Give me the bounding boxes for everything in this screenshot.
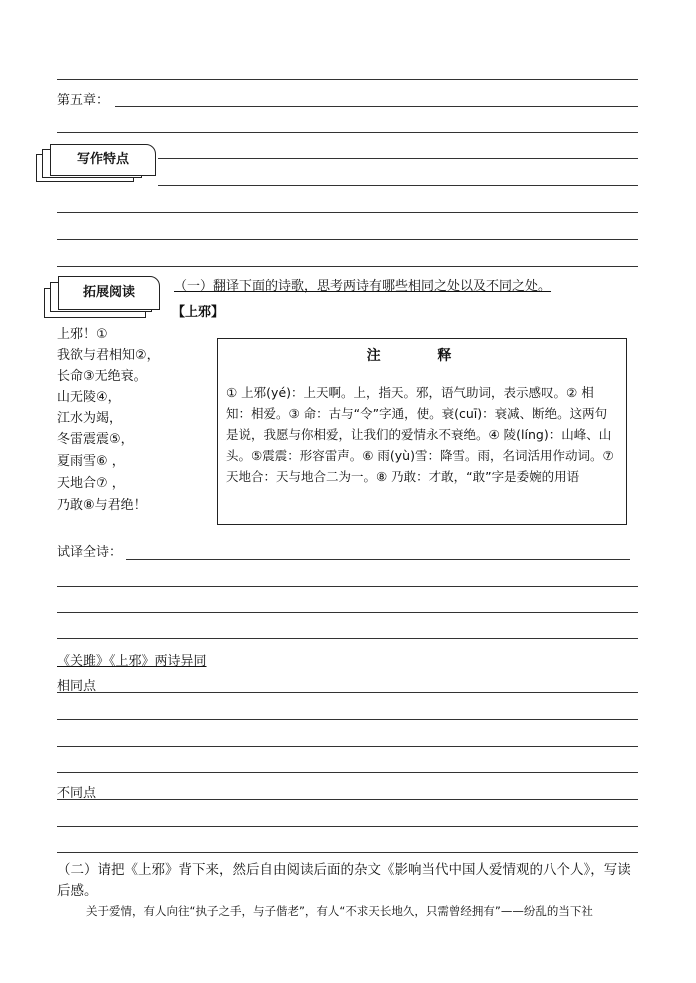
answer-line	[57, 746, 638, 747]
diff-label: 不同点	[57, 786, 97, 801]
answer-line	[57, 826, 638, 827]
extended-reading-badge	[44, 276, 164, 320]
translate-label: 试译全诗：	[57, 545, 123, 560]
compare-title: 《关雎》《上邪》两诗异同	[57, 654, 207, 669]
chapter5-label: 第五章：	[57, 93, 110, 108]
answer-line	[57, 266, 638, 267]
poem-line: 长命③无绝衰。	[57, 369, 147, 384]
poem-line: 夏雨雪⑥ ，	[57, 454, 125, 469]
badge-front	[58, 276, 160, 310]
answer-line	[57, 79, 638, 80]
poem-line: 我欲与君相知②，	[57, 348, 160, 363]
writing-features-badge	[36, 144, 156, 184]
poem-line: 山无陵④，	[57, 390, 121, 405]
answer-line	[126, 559, 630, 560]
badge-front	[50, 144, 156, 176]
poem-line: 冬雷震震⑤，	[57, 432, 134, 447]
answer-line	[115, 106, 638, 107]
notes-body: ① 上邪(yé)：上天啊。上，指天。邪，语气助词，表示感叹。② 相知：相爱。③ 命：古与“令”字通，使。衰(cuī)：衰减、断绝。这两句是说，我愿与你相爱，让我们的爱情永不衰绝。④ 陵(líng)：山峰、山头。⑤震震：形容雷声。⑥ 雨(yù)雪：降雪。雨，名词活用作动词。⑦ 天地合：天与地合二为一。⑧ 乃敢：才敢，“敢”字是委婉的用语	[226, 385, 614, 484]
answer-line	[57, 719, 638, 720]
answer-line	[57, 132, 638, 133]
answer-line	[158, 185, 638, 186]
task1-instruction: （一）翻译下面的诗歌，思考两诗有哪些相同之处以及不同之处。	[174, 279, 552, 294]
notes-box	[217, 338, 627, 525]
notes-title: 注 释	[366, 348, 478, 364]
poem-line: 上邪！①	[57, 327, 108, 342]
answer-line	[57, 799, 638, 800]
poem-line: 天地合⑦ ，	[57, 476, 125, 491]
poem-line: 江水为竭，	[57, 411, 123, 426]
badge-label: 写作特点	[76, 152, 129, 167]
answer-line	[57, 638, 638, 639]
answer-line	[158, 158, 638, 159]
same-label: 相同点	[57, 679, 97, 694]
poem-line: 乃敢⑧与君绝！	[57, 498, 147, 513]
answer-line	[57, 586, 638, 587]
answer-line	[57, 212, 638, 213]
answer-line	[57, 772, 638, 773]
answer-line	[57, 612, 638, 613]
answer-line	[57, 852, 638, 853]
task2-instruction: （二）请把《上邪》背下来，然后自由阅读后面的杂文《影响当代中国人爱情观的八个人》，写读后感。	[57, 862, 631, 899]
poem-title: 【上邪】	[172, 305, 225, 320]
essay-start: 关于爱情，有人向往“执子之手，与子偕老”，有人“不求天长地久，只需曾经拥有”——纷乱的当下社	[86, 904, 593, 918]
answer-line	[57, 692, 638, 693]
answer-line	[57, 239, 638, 240]
badge-label: 拓展阅读	[82, 285, 135, 300]
